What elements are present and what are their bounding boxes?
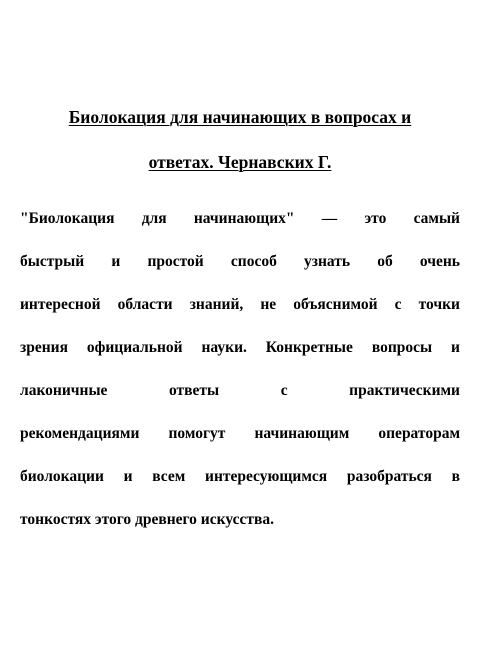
description-line: интересной области знаний, не объяснимой с точки (20, 296, 460, 313)
description-line: тонкостях этого древнего искусства. (20, 511, 274, 528)
book-description (20, 209, 460, 553)
description-line: биолокации и всем интересующимся разобраться в (20, 468, 460, 485)
description-line: рекомендациями помогут начинающим операторам (20, 425, 460, 442)
description-line: зрения официальной науки. Конкретные вопросы и (20, 339, 460, 356)
description-line: лаконичные ответы с практическими (20, 382, 460, 399)
description-line: "Биолокация для начинающих" — это самый (20, 210, 460, 227)
description-line: быстрый и простой способ узнать об очень (20, 253, 460, 270)
book-title-line-2: ответах. Чернавских Г. (148, 152, 332, 172)
book-title-line-1: Биолокация для начинающих в вопросах и (68, 107, 412, 127)
